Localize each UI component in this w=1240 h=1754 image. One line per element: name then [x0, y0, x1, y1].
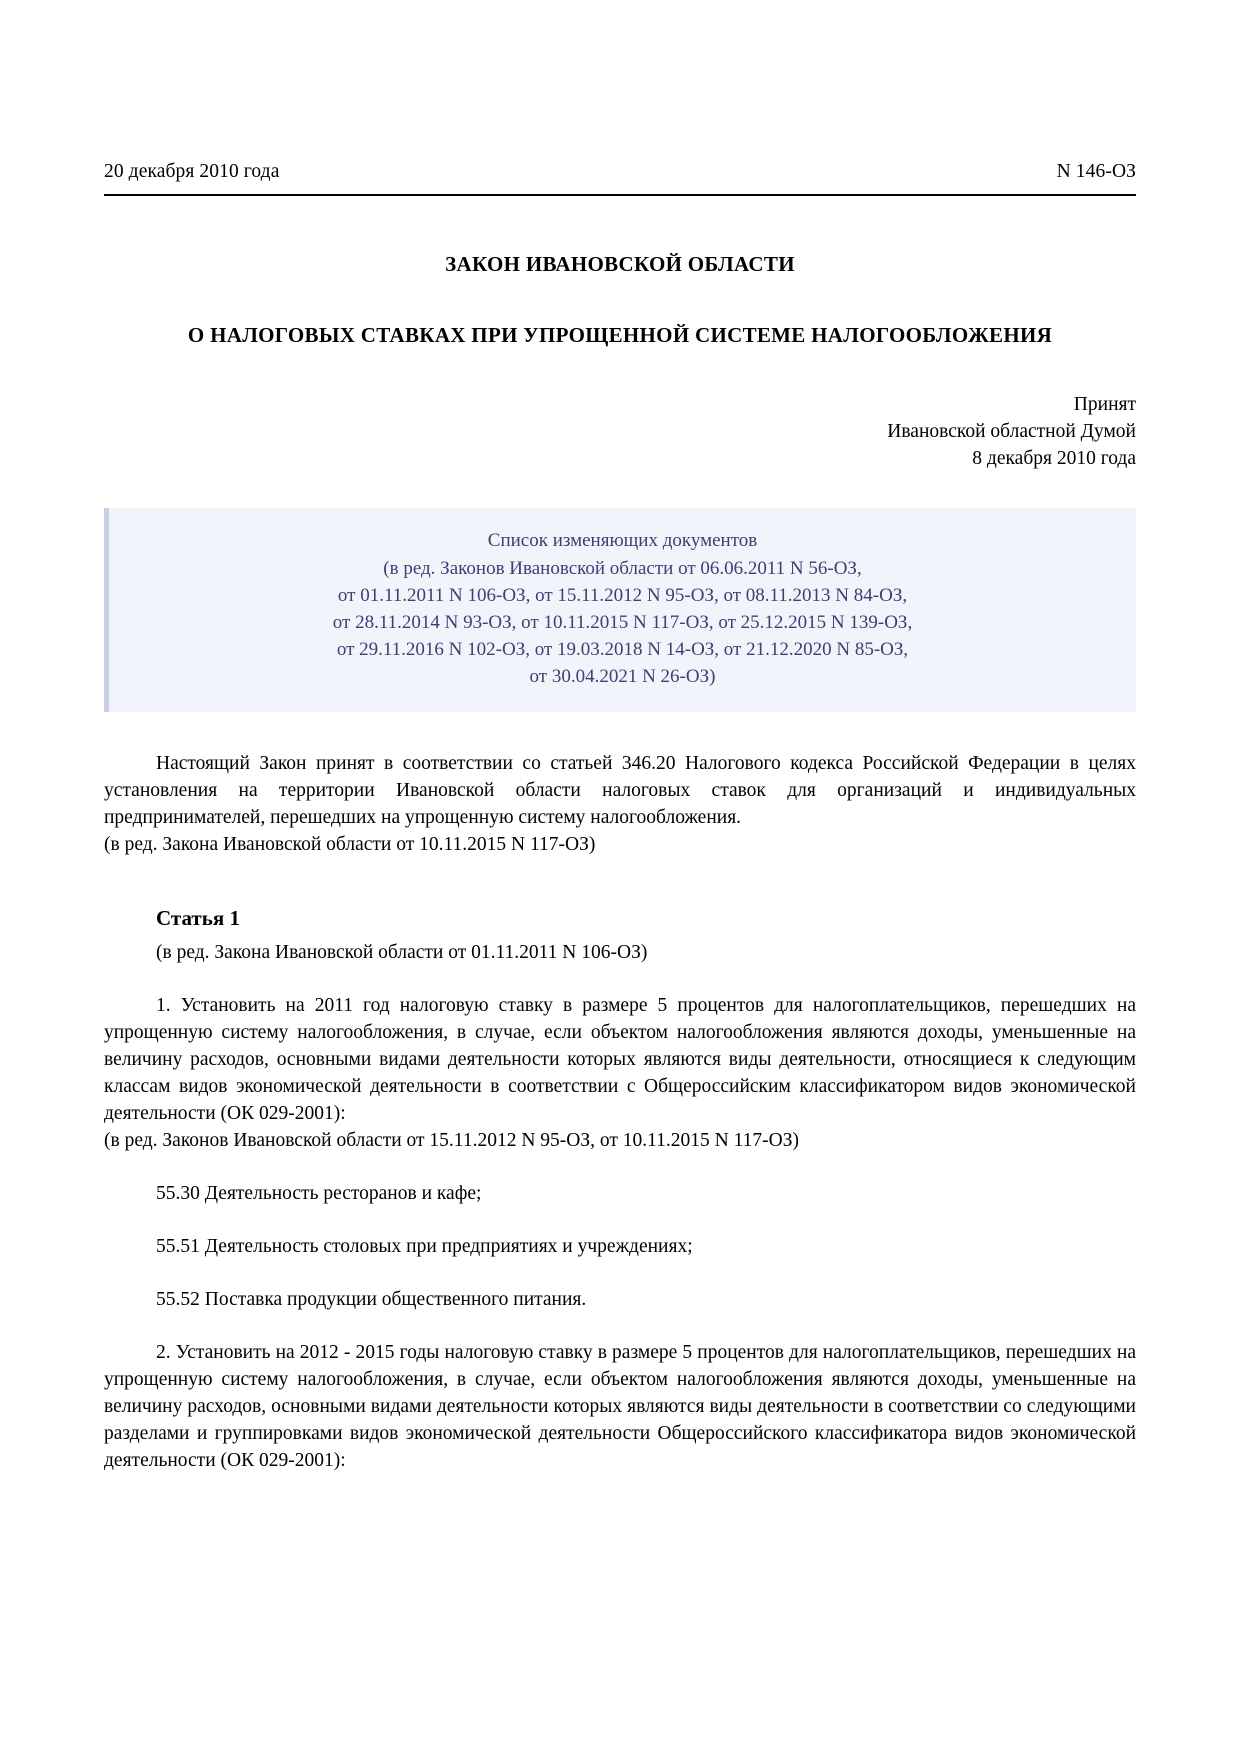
header-divider [104, 194, 1136, 196]
adopted-date: 8 декабря 2010 года [972, 447, 1136, 469]
title-block [104, 252, 1136, 349]
amendments-heading: Список изменяющих документов [487, 530, 758, 552]
amendment-line: от 30.04.2021 N 26-ОЗ) [529, 666, 716, 688]
preamble-paragraph: Настоящий Закон принят в соответствии со статьей 346.20 Налогового кодекса Российской Федерации в целях установления на территории Ивановской области налоговых ставок для организаций и индивидуальных предпринимателей, перешедших на упрощенную систему налогообложения. [104, 753, 1136, 829]
law-subject-title: О НАЛОГОВЫХ СТАВКАХ ПРИ УПРОЩЕННОЙ СИСТЕМЕ НАЛОГООБЛОЖЕНИЯ [187, 323, 1053, 348]
list-item: 55.30 Деятельность ресторанов и кафе; [156, 1183, 482, 1205]
article-1-item-1-note: (в ред. Законов Ивановской области от 15.11.2012 N 95-ОЗ, от 10.11.2015 N 117-ОЗ) [104, 1130, 800, 1152]
amendment-line: от 29.11.2016 N 102-ОЗ, от 19.03.2018 N 14-ОЗ, от 21.12.2020 N 85-ОЗ, [336, 639, 909, 661]
amendment-line: от 01.11.2011 N 106-ОЗ, от 15.11.2012 N 95-ОЗ, от 08.11.2013 N 84-ОЗ, [337, 584, 908, 606]
article-1-item-1: 1. Установить на 2011 год налоговую ставку в размере 5 процентов для налогоплательщиков, перешедших на упрощенную систему налогообложения, в случае, если объектом налогообложения являются доходы, уменьшенные на величину расходов, основными видами деятельности которых являются виды деятельности, относящиеся к следующим классам видов экономической деятельности в соответствии с Общероссийским классификатором видов экономической деятельности (ОК 029-2001): [104, 995, 1136, 1125]
list-item: 55.52 Поставка продукции общественного питания. [156, 1289, 587, 1311]
document-body [104, 750, 1136, 1474]
article-1-heading: Статья 1 [156, 906, 240, 931]
document-header [104, 160, 1136, 194]
adopted-by-block [104, 392, 1136, 473]
preamble-amendment-note: (в ред. Закона Ивановской области от 10.11.2015 N 117-ОЗ) [104, 834, 596, 856]
document-date: 20 декабря 2010 года [104, 161, 280, 182]
list-item: 55.51 Деятельность столовых при предприятиях и учреждениях; [156, 1236, 693, 1258]
amendment-line: (в ред. Законов Ивановской области от 06.06.2011 N 56-ОЗ, [383, 557, 862, 579]
adopted-authority: Ивановской областной Думой [887, 420, 1136, 442]
article-1-item-2: 2. Установить на 2012 - 2015 годы налоговую ставку в размере 5 процентов для налогоплательщиков, перешедших на упрощенную систему налогообложения, в случае, если объектом налогообложения являются доходы, уменьшенные на величину расходов, основными видами деятельности которых являются виды деятельности в соответствии со следующими разделами и группировками видов экономической деятельности Общероссийского классификатора видов экономической деятельности (ОК 029-2001): [104, 1342, 1136, 1472]
adopted-label: Принят [1073, 393, 1136, 415]
amendment-line: от 28.11.2014 N 93-ОЗ, от 10.11.2015 N 117-ОЗ, от 25.12.2015 N 139-ОЗ, [332, 611, 913, 633]
page-title: ЗАКОН ИВАНОВСКОЙ ОБЛАСТИ [445, 252, 795, 277]
amendments-box [104, 508, 1136, 712]
document-number: N 146-ОЗ [1056, 161, 1136, 182]
article-1-amendment-note: (в ред. Закона Ивановской области от 01.11.2011 N 106-ОЗ) [156, 942, 648, 964]
